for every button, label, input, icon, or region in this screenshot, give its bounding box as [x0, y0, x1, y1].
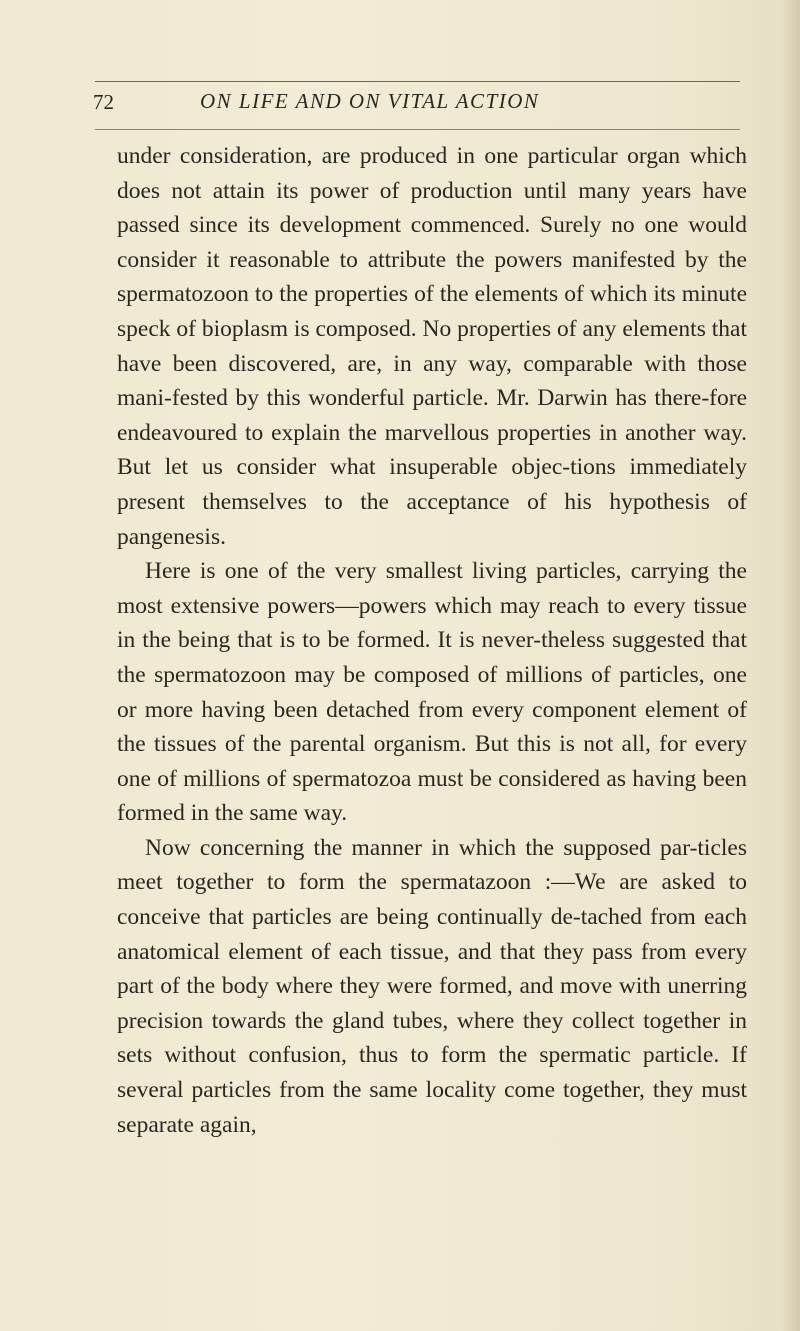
paragraph: Here is one of the very smallest living particles, carrying the most extensive powers—powers which may reach to every tissue in the being that is to be formed. It is never-theless suggested that the spermatozoon may be composed of millions of particles, one or more having been detached from every component element of the tissues of the parental organism. But this is not all, for every one of millions of spermatozoa must be considered as having been formed in the same way.	[117, 558, 747, 827]
page-number: 72	[93, 90, 114, 114]
body-text	[117, 139, 747, 1142]
paragraph: Now concerning the manner in which the supposed par-ticles meet together to form the spermatazoon :—We are asked to conceive that particles are being continually de-tached from each anatomical element of each tissue, and that they pass from every part of the body where they were formed, and move with unerring precision towards the gland tubes, where they collect together in sets without confusion, thus to form the spermatic particle. If several particles from the same locality come together, they must separate again,	[117, 834, 747, 1138]
header-bottom-rule	[95, 129, 740, 130]
paragraph-continuation: under consideration, are produced in one particular organ which does not attain its power of production until many years have passed since its development commenced. Surely no one would consider it reasonable to attribute the powers manifested by the spermatozoon to the properties of the elements of which its minute speck of bioplasm is composed. No properties of any elements that have been discovered, are, in any way, comparable with those mani-fested by this wonderful particle. Mr. Darwin has there-fore endeavoured to explain the marvellous properties in another way. But let us consider what insuperable objec-tions immediately present themselves to the acceptance of his hypothesis of pangenesis.	[117, 143, 747, 550]
header-top-rule	[95, 81, 740, 82]
running-head: ON LIFE AND ON VITAL ACTION	[200, 89, 540, 113]
page-edge-shadow	[782, 0, 800, 1331]
